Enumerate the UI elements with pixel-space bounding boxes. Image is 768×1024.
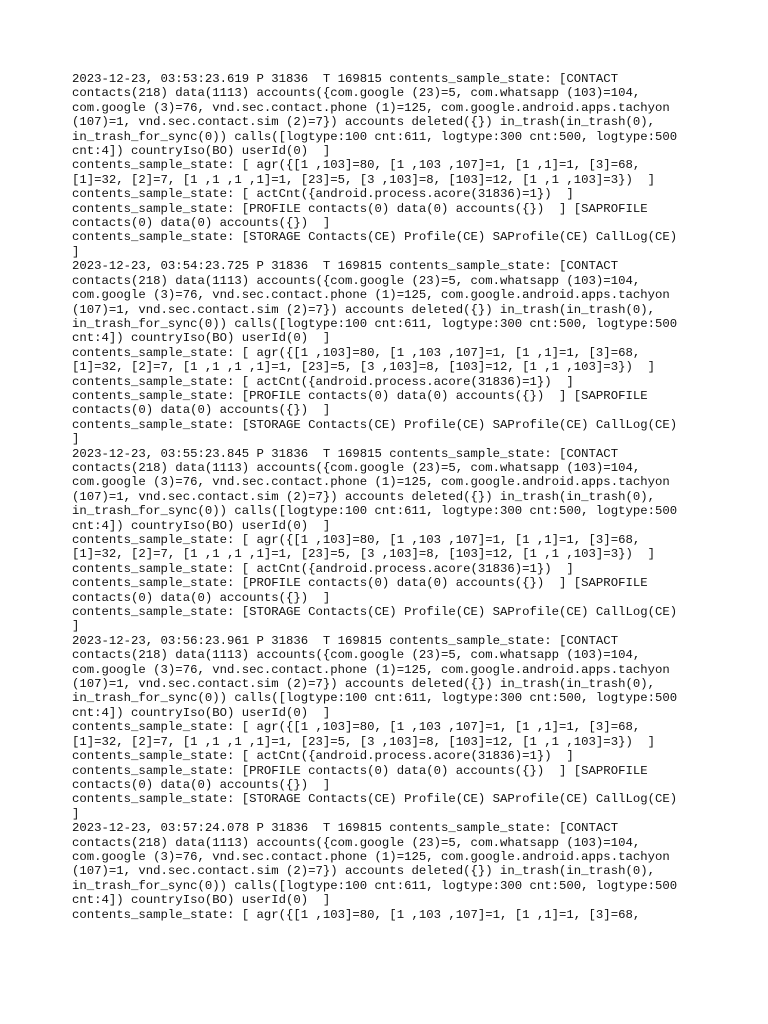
log-line: 2023-12-23, 03:54:23.725 P 31836 T 169815 contents_sample_state: [CONTACT: [72, 259, 619, 274]
log-line: contents_sample_state: [ agr({[1 ,103]=80, [1 ,103 ,107]=1, [1 ,1]=1, [3]=68,: [72, 158, 641, 173]
log-line: ]: [72, 619, 80, 634]
log-line: (107)=1, vnd.sec.contact.sim (2)=7}) accounts deleted({}) in_trash(in_trash(0),: [72, 115, 655, 130]
log-line: contacts(0) data(0) accounts({}) ]: [72, 216, 331, 231]
log-line: cnt:4]) countryIso(BO) userId(0) ]: [72, 331, 331, 346]
log-line: in_trash_for_sync(0)) calls([logtype:100 cnt:611, logtype:300 cnt:500, logtype:500: [72, 878, 678, 893]
log-line: in_trash_for_sync(0)) calls([logtype:100 cnt:611, logtype:300 cnt:500, logtype:500: [72, 129, 678, 144]
log-line: contacts(0) data(0) accounts({}) ]: [72, 777, 331, 792]
log-line: 2023-12-23, 03:55:23.845 P 31836 T 169815 contents_sample_state: [CONTACT: [72, 446, 619, 461]
log-line: contents_sample_state: [PROFILE contacts(0) data(0) accounts({}) ] [SAPROFILE: [72, 576, 648, 591]
log-line: com.google (3)=76, vnd.sec.contact.phone (1)=125, com.google.android.apps.tachyon: [72, 288, 670, 303]
log-line: (107)=1, vnd.sec.contact.sim (2)=7}) accounts deleted({}) in_trash(in_trash(0),: [72, 864, 655, 879]
log-line: contacts(218) data(1113) accounts({com.google (23)=5, com.whatsapp (103)=104,: [72, 648, 641, 663]
log-line: contents_sample_state: [ actCnt({android.process.acore(31836)=1}) ]: [72, 374, 574, 389]
log-text-block: [72, 72, 712, 922]
log-line: contents_sample_state: [PROFILE contacts(0) data(0) accounts({}) ] [SAPROFILE: [72, 201, 648, 216]
log-line: contacts(0) data(0) accounts({}) ]: [72, 403, 331, 418]
log-line: contents_sample_state: [ actCnt({android.process.acore(31836)=1}) ]: [72, 749, 574, 764]
log-line: com.google (3)=76, vnd.sec.contact.phone (1)=125, com.google.android.apps.tachyon: [72, 100, 670, 115]
log-line: contacts(218) data(1113) accounts({com.google (23)=5, com.whatsapp (103)=104,: [72, 273, 641, 288]
log-line: contacts(218) data(1113) accounts({com.google (23)=5, com.whatsapp (103)=104,: [72, 460, 641, 475]
log-line: [1]=32, [2]=7, [1 ,1 ,1 ,1]=1, [23]=5, [3 ,103]=8, [103]=12, [1 ,1 ,103]=3}) ]: [72, 360, 655, 375]
log-line: contents_sample_state: [ agr({[1 ,103]=80, [1 ,103 ,107]=1, [1 ,1]=1, [3]=68,: [72, 533, 641, 547]
log-line: contents_sample_state: [STORAGE Contacts(CE) Profile(CE) SAProfile(CE) CallLog(CE): [72, 792, 678, 807]
log-line: contents_sample_state: [ actCnt({android.process.acore(31836)=1}) ]: [72, 561, 574, 576]
log-line: (107)=1, vnd.sec.contact.sim (2)=7}) accounts deleted({}) in_trash(in_trash(0),: [72, 677, 655, 692]
log-line: contents_sample_state: [STORAGE Contacts(CE) Profile(CE) SAProfile(CE) CallLog(CE): [72, 605, 678, 620]
log-line: cnt:4]) countryIso(BO) userId(0) ]: [72, 705, 331, 720]
log-line: [1]=32, [2]=7, [1 ,1 ,1 ,1]=1, [23]=5, [3 ,103]=8, [103]=12, [1 ,1 ,103]=3}) ]: [72, 547, 655, 562]
log-line: contents_sample_state: [STORAGE Contacts(CE) Profile(CE) SAProfile(CE) CallLog(CE): [72, 230, 678, 245]
log-line: 2023-12-23, 03:53:23.619 P 31836 T 169815 contents_sample_state: [CONTACT: [72, 72, 619, 86]
log-line: [1]=32, [2]=7, [1 ,1 ,1 ,1]=1, [23]=5, [3 ,103]=8, [103]=12, [1 ,1 ,103]=3}) ]: [72, 172, 655, 187]
log-line: com.google (3)=76, vnd.sec.contact.phone (1)=125, com.google.android.apps.tachyon: [72, 475, 670, 490]
log-line: in_trash_for_sync(0)) calls([logtype:100 cnt:611, logtype:300 cnt:500, logtype:500: [72, 316, 678, 331]
log-line: contents_sample_state: [ actCnt({android.process.acore(31836)=1}) ]: [72, 187, 574, 202]
log-line: contacts(218) data(1113) accounts({com.google (23)=5, com.whatsapp (103)=104,: [72, 835, 641, 850]
log-line: ]: [72, 806, 80, 821]
log-line: cnt:4]) countryIso(BO) userId(0) ]: [72, 144, 331, 159]
log-line: 2023-12-23, 03:57:24.078 P 31836 T 169815 contents_sample_state: [CONTACT: [72, 821, 619, 836]
log-line: contents_sample_state: [ agr({[1 ,103]=80, [1 ,103 ,107]=1, [1 ,1]=1, [3]=68,: [72, 907, 641, 922]
log-line: contents_sample_state: [PROFILE contacts(0) data(0) accounts({}) ] [SAPROFILE: [72, 388, 648, 403]
log-line: cnt:4]) countryIso(BO) userId(0) ]: [72, 518, 331, 533]
log-line: [1]=32, [2]=7, [1 ,1 ,1 ,1]=1, [23]=5, [3 ,103]=8, [103]=12, [1 ,1 ,103]=3}) ]: [72, 734, 655, 749]
log-line: contacts(0) data(0) accounts({}) ]: [72, 590, 331, 605]
log-line: (107)=1, vnd.sec.contact.sim (2)=7}) accounts deleted({}) in_trash(in_trash(0),: [72, 489, 655, 504]
log-line: contents_sample_state: [STORAGE Contacts(CE) Profile(CE) SAProfile(CE) CallLog(CE): [72, 417, 678, 432]
log-line: contacts(218) data(1113) accounts({com.google (23)=5, com.whatsapp (103)=104,: [72, 86, 641, 101]
log-line: com.google (3)=76, vnd.sec.contact.phone (1)=125, com.google.android.apps.tachyon: [72, 662, 670, 677]
log-line: 2023-12-23, 03:56:23.961 P 31836 T 169815 contents_sample_state: [CONTACT: [72, 633, 619, 648]
log-line: contents_sample_state: [ agr({[1 ,103]=80, [1 ,103 ,107]=1, [1 ,1]=1, [3]=68,: [72, 720, 641, 735]
log-line: com.google (3)=76, vnd.sec.contact.phone (1)=125, com.google.android.apps.tachyon: [72, 849, 670, 864]
log-line: contents_sample_state: [ agr({[1 ,103]=80, [1 ,103 ,107]=1, [1 ,1]=1, [3]=68,: [72, 345, 641, 360]
log-line: (107)=1, vnd.sec.contact.sim (2)=7}) accounts deleted({}) in_trash(in_trash(0),: [72, 302, 655, 317]
log-line: cnt:4]) countryIso(BO) userId(0) ]: [72, 893, 331, 908]
log-line: contents_sample_state: [PROFILE contacts(0) data(0) accounts({}) ] [SAPROFILE: [72, 763, 648, 778]
log-line: in_trash_for_sync(0)) calls([logtype:100 cnt:611, logtype:300 cnt:500, logtype:500: [72, 504, 678, 519]
log-document: [72, 72, 712, 922]
log-line: in_trash_for_sync(0)) calls([logtype:100 cnt:611, logtype:300 cnt:500, logtype:500: [72, 691, 678, 706]
log-line: ]: [72, 244, 80, 259]
log-line: ]: [72, 432, 80, 447]
